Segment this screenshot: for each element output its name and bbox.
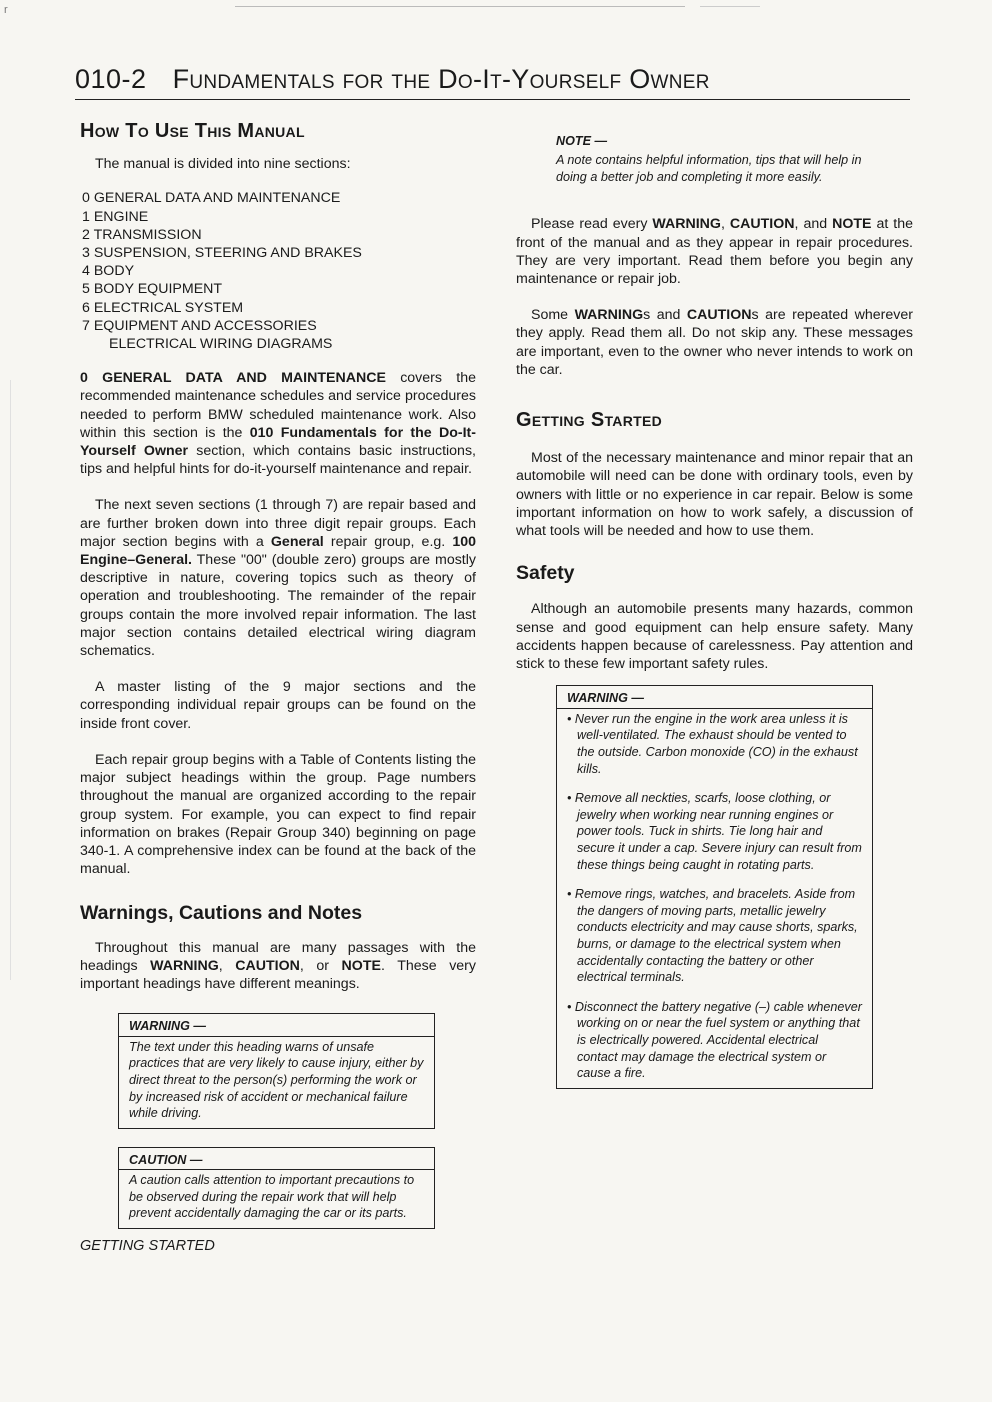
bold-text: 100 Engine–General. — [80, 533, 476, 569]
paragraph-repair-sections — [80, 496, 476, 660]
body-text: s are repeated wherever they apply. Read them all. Do not skip any. These messages are important, even to the owner who never intends to work on the car. — [516, 307, 913, 378]
heading-warnings-cautions-notes: Warnings, Cautions and Notes — [80, 902, 363, 925]
section-item: 0 GENERAL DATA AND MAINTENANCE — [82, 190, 341, 207]
body-text: , or — [299, 957, 342, 974]
body-text: The next seven sections (1 through 7) are repair based and are further broken down into three digit repair groups. Each major section begins with a — [80, 497, 476, 550]
section-item-sub: ELECTRICAL WIRING DIAGRAMS — [109, 336, 333, 353]
warning-bullet: • Disconnect the battery negative (–) cable whenever working on or near the fuel system or anything that is electrically powered. Accidental electrical contact may damage the electrical system or cause a fire. — [567, 999, 862, 1081]
warning-bullet: • Never run the engine in the work area unless it is well-ventilated. The exhaust should be vented to the outside. Carbon monoxide (CO) in the exhaust kills. — [567, 711, 858, 776]
warning-bullet: • Remove rings, watches, and bracelets. Aside from the dangers of moving parts, metallic jewelry conducts electricity and may cause shorts, sparks, burns, or damage to the electrical system when accidentally contacting the battery or other electrical terminals. — [567, 887, 858, 985]
section-item: 7 EQUIPMENT AND ACCESSORIES — [82, 317, 317, 334]
bold-text: CAUTION — [235, 957, 300, 974]
box-rule — [119, 1169, 434, 1170]
warning-box — [118, 1013, 435, 1129]
left-column — [80, 122, 476, 1229]
caution-box — [118, 1147, 435, 1229]
paragraph-headings — [80, 939, 476, 994]
page-header — [75, 64, 910, 100]
body-text: s and — [643, 307, 687, 324]
top-rule — [235, 6, 685, 7]
section-item: 6 ELECTRICAL SYSTEM — [82, 299, 244, 316]
section-item: 4 BODY — [82, 263, 135, 280]
caution-text: A caution calls attention to important precautions to be observed during the repair work that will help prevent accidentally damaging the car or its parts. — [129, 1173, 415, 1221]
body-text: Throughout this manual are many passages with the headings — [80, 939, 476, 974]
paragraph-safety: Although an automobile presents many hazards, common sense and good equipment can help ensure safety. Many accidents happen because of carelessness. Pay attention and stick to these few important safety rules. — [516, 601, 913, 673]
section-item: 2 TRANSMISSION — [82, 226, 202, 243]
paragraph-please-read — [516, 215, 913, 288]
bold-text: WARNING — [574, 307, 644, 324]
right-column — [516, 132, 913, 1089]
section-item: 5 BODY EQUIPMENT — [82, 281, 223, 298]
heading-safety: Safety — [516, 562, 575, 585]
body-text: These "00" (double zero) groups are mostly descriptive in nature, covering topics such as theory of operation and troubleshooting. The remainder of the repair groups contain the more involved repair information. The last major section contains detailed electrical wiring diagram schematics. — [80, 552, 476, 660]
body-text: section, which contains basic instructions, tips and helpful hints for do-it-yourself maintenance and repair. — [80, 443, 476, 478]
body-text: at the front of the manual and as they appear in repair procedures. They are very important. Read them before you begin any maintenance or repair job. — [516, 216, 914, 287]
bold-text: WARNING — [652, 216, 721, 233]
body-text: Please read every — [531, 216, 653, 233]
body-text: Some — [531, 307, 575, 324]
warning-label: WARNING — — [129, 1019, 206, 1034]
section-item: 3 SUSPENSION, STEERING AND BRAKES — [82, 245, 362, 262]
paragraph-master-listing: A master listing of the 9 major sections and the corresponding individual repair groups can be found on the inside front cover. — [80, 679, 476, 732]
safety-warning-box — [556, 685, 873, 1088]
header-rule — [75, 99, 910, 100]
footer-section-name: GETTING STARTED — [80, 1238, 215, 1254]
paragraph-repeated-warnings — [516, 306, 913, 379]
sections-intro: The manual is divided into nine sections: — [95, 156, 351, 173]
heading-getting-started: Getting Started — [516, 409, 663, 432]
warning-text: The text under this heading warns of unsafe practices that are very likely to cause injury, either by direct threat to the person(s) performing the work or by increased risk of accident or mechanical failure while driving. — [129, 1039, 424, 1121]
bold-text: NOTE — [341, 957, 381, 974]
bold-text: 0 GENERAL DATA AND MAINTENANCE — [80, 370, 386, 387]
paragraph-getting-started: Most of the necessary maintenance and minor repair that an automobile will need can be done with ordinary tools, even by owners with little or no experience in car repair. Below is some important information on how to work safely, a discussion of what tools will be needed and how to use them. — [516, 450, 913, 540]
top-rule-short — [700, 6, 760, 7]
page-title: Fundamentals for the Do-It-Yourself Owner — [172, 64, 710, 94]
bold-text: NOTE — [832, 216, 872, 233]
box-rule — [557, 708, 872, 709]
note-text: A note contains helpful information, tips that will help in doing a better job and completing it more easily. — [556, 153, 862, 184]
bold-text: General — [270, 533, 324, 550]
box-rule — [119, 1036, 434, 1037]
note-block — [556, 132, 876, 185]
corner-mark: r — [4, 4, 8, 16]
bold-text: CAUTION — [686, 307, 752, 324]
margin-line — [10, 380, 11, 980]
paragraph-table-of-contents: Each repair group begins with a Table of Contents listing the major subject headings within the group. Page numbers throughout the manual are organized according to the repair group system. For example, you can expect to find repair information on brakes (Repair Group 340) beginning on page 340-1. A comprehensive index can be found at the back of the manual. — [80, 751, 476, 878]
note-label: NOTE — — [556, 134, 608, 148]
bold-text: WARNING — [150, 957, 219, 974]
section-list — [80, 189, 476, 353]
bold-text: 010 Fundamentals for the Do-It-Yourself Owner — [80, 424, 476, 460]
body-text: , — [218, 957, 236, 974]
body-text: covers the recommended maintenance schedules and service procedures needed to perform BMW scheduled maintenance work. Also within this section is the — [80, 370, 476, 441]
warning-bullet: • Remove all neckties, scarfs, loose clothing, or jewelry when working near running engines or power tools. Tuck in shirts. Tie long hair and secure it under a cap. Severe injury can result from these things being caught in rotating parts. — [567, 791, 862, 872]
body-text: , — [720, 216, 730, 233]
body-text: . These very important headings have different meanings. — [80, 957, 476, 992]
caution-label: CAUTION — — [129, 1152, 203, 1167]
heading-how-to-use: How To Use This Manual — [80, 120, 305, 142]
bold-text: CAUTION — [729, 216, 795, 233]
body-text: , and — [794, 216, 833, 233]
body-text: repair group, e.g. — [323, 533, 453, 550]
paragraph-general-data — [80, 369, 476, 478]
page-number: 010-2 — [75, 64, 147, 94]
warning-label: WARNING — — [567, 691, 644, 706]
section-item: 1 ENGINE — [82, 208, 149, 225]
